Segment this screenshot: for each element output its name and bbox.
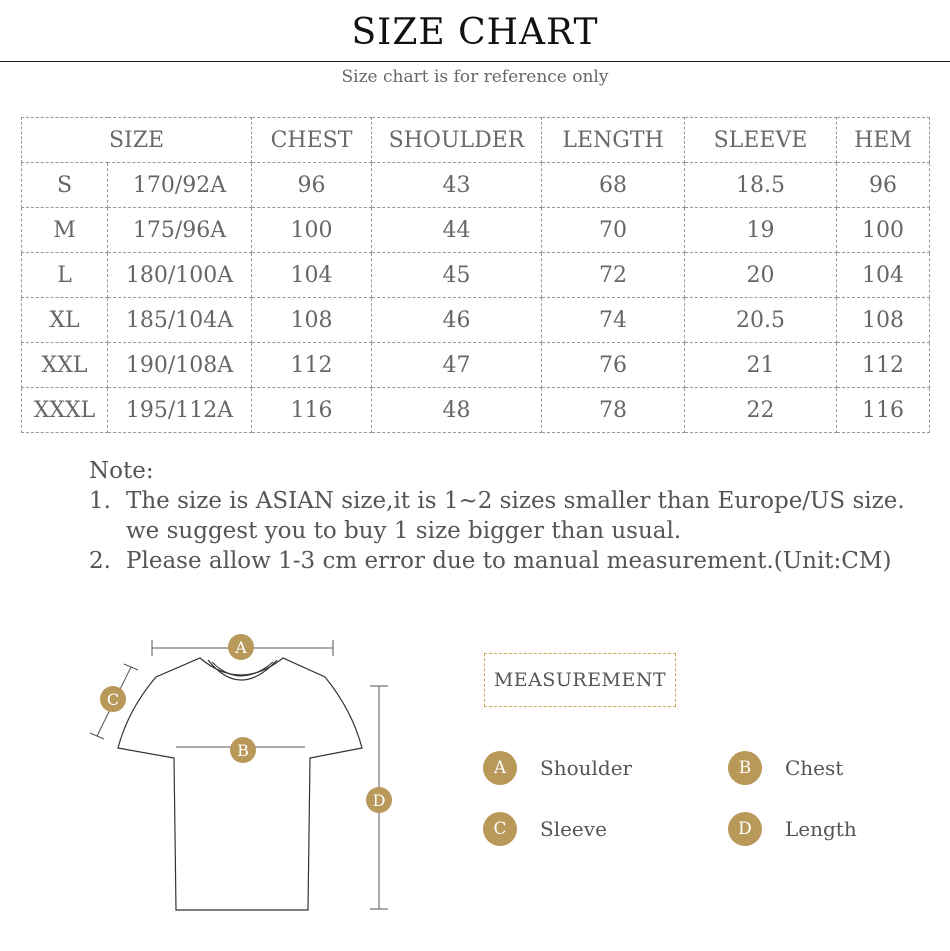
legend-chest [728,751,843,785]
svg-text:C: C [106,690,120,709]
cell-size: L [22,253,108,298]
cell-height: 175/96A [108,208,252,253]
legend-badge: D [728,812,762,846]
cell-chest: 112 [252,343,372,388]
legend-label: Chest [785,756,844,780]
cell-height: 180/100A [108,253,252,298]
header-shoulder: SHOULDER [372,118,542,163]
title-divider [0,61,950,62]
cell-height: 190/108A [108,343,252,388]
legend-badge: C [483,812,517,846]
note-item [89,546,905,576]
table-row [22,388,930,433]
svg-text:D: D [372,791,386,810]
cell-chest: 96 [252,163,372,208]
cell-size: XXXL [22,388,108,433]
cell-shoulder: 45 [372,253,542,298]
cell-shoulder: 48 [372,388,542,433]
svg-text:A: A [235,638,247,657]
note-text: Please allow 1-3 cm error due to manual measurement.(Unit:CM) [126,548,892,574]
cell-hem: 112 [837,343,930,388]
tshirt-outline [118,658,362,910]
table-row [22,298,930,343]
notes-heading: Note: [89,458,154,484]
tshirt-diagram [80,620,410,920]
legend-shoulder [483,751,632,785]
marker-c [100,686,126,712]
page-subtitle: Size chart is for reference only [341,67,609,87]
cell-length: 76 [542,343,685,388]
cell-height: 170/92A [108,163,252,208]
cell-length: 68 [542,163,685,208]
legend-badge: B [728,751,762,785]
header-sleeve: SLEEVE [685,118,837,163]
note-text: The size is ASIAN size,it is 1~2 sizes smaller than Europe/US size. [126,488,905,514]
legend-label: Length [785,817,857,841]
cell-height: 195/112A [108,388,252,433]
cell-chest: 100 [252,208,372,253]
note-number: 1. [89,488,111,514]
cell-hem: 104 [837,253,930,298]
cell-sleeve: 22 [685,388,837,433]
table-row [22,163,930,208]
header-hem: HEM [837,118,930,163]
legend-label: Sleeve [540,817,607,841]
cell-sleeve: 20.5 [685,298,837,343]
notes-section [89,456,905,576]
cell-hem: 116 [837,388,930,433]
cell-length: 74 [542,298,685,343]
cell-shoulder: 43 [372,163,542,208]
legend-label: Shoulder [540,756,633,780]
cell-shoulder: 46 [372,298,542,343]
cell-sleeve: 20 [685,253,837,298]
measurement-title-box: MEASUREMENT [484,653,676,707]
marker-a [228,634,254,660]
marker-d [366,787,392,813]
cell-sleeve: 21 [685,343,837,388]
header-chest: CHEST [252,118,372,163]
cell-size: M [22,208,108,253]
table-row [22,253,930,298]
cell-length: 78 [542,388,685,433]
cell-size: XXL [22,343,108,388]
cell-hem: 108 [837,298,930,343]
table-row [22,208,930,253]
legend-badge: A [483,751,517,785]
cell-chest: 104 [252,253,372,298]
cell-length: 70 [542,208,685,253]
cell-hem: 100 [837,208,930,253]
tshirt-collar [208,660,277,680]
cell-shoulder: 47 [372,343,542,388]
table-row [22,343,930,388]
cell-height: 185/104A [108,298,252,343]
note-number: 2. [89,548,111,574]
table-header-row [22,118,930,163]
cell-hem: 96 [837,163,930,208]
cell-shoulder: 44 [372,208,542,253]
cell-size: S [22,163,108,208]
cell-length: 72 [542,253,685,298]
note-text-continued: we suggest you to buy 1 size bigger than usual. [126,518,682,544]
cell-sleeve: 19 [685,208,837,253]
legend-length [728,812,857,846]
marker-b [230,737,256,763]
size-chart-table [21,117,930,433]
cell-chest: 116 [252,388,372,433]
header-size: SIZE [22,118,252,163]
svg-text:B: B [237,741,249,760]
legend-sleeve [483,812,607,846]
cell-chest: 108 [252,298,372,343]
cell-sleeve: 18.5 [685,163,837,208]
note-item [89,486,905,516]
page-title: SIZE CHART [351,12,599,53]
header-length: LENGTH [542,118,685,163]
cell-size: XL [22,298,108,343]
